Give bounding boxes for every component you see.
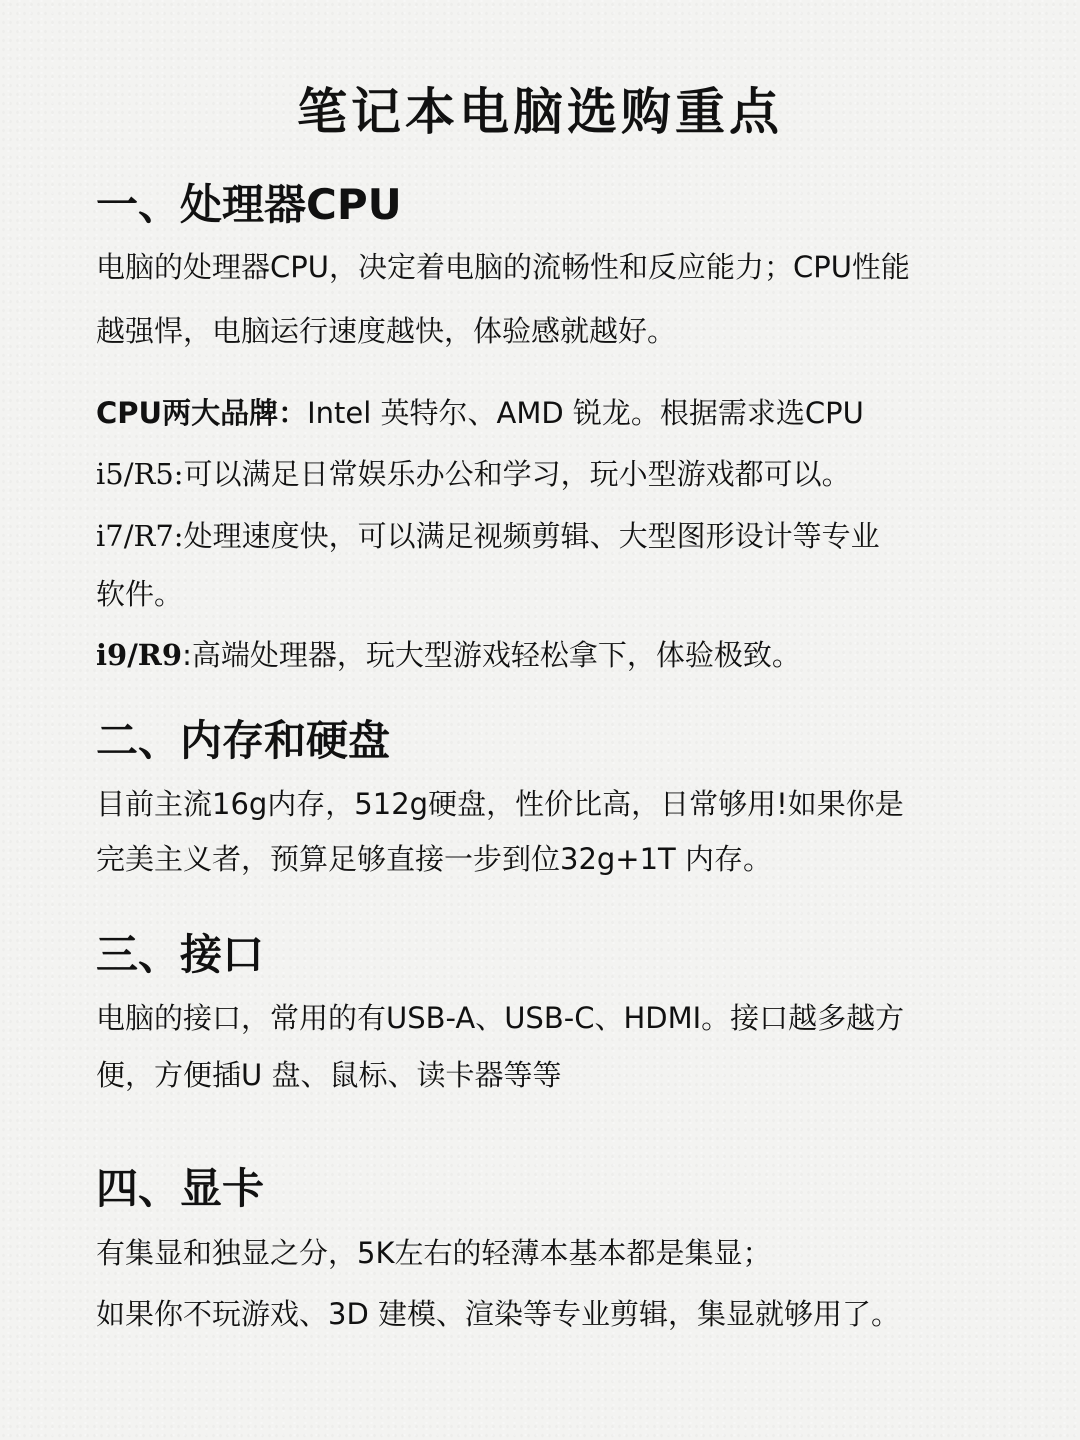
tier-code: i7/R7:	[96, 519, 184, 553]
tier-code: i5/R5:	[96, 457, 184, 491]
graphics-paragraph-line-1: 有集显和独显之分，5K左右的轻薄本基本都是集显；	[96, 1236, 772, 1270]
cpu-brands-label: CPU两大品牌：	[96, 396, 308, 430]
section-heading-ports: 三、接口	[96, 930, 265, 979]
cpu-paragraph-line-1: 电脑的处理器CPU，决定着电脑的流畅性和反应能力；CPU性能	[96, 250, 910, 284]
tier-text: 可以满足日常娱乐办公和学习，玩小型游戏都可以。	[183, 457, 851, 491]
graphics-paragraph-line-2: 如果你不玩游戏、3D 建模、渲染等专业剪辑，集显就够用了。	[96, 1297, 901, 1331]
page-title: 笔记本电脑选购重点	[297, 83, 783, 141]
cpu-brands-text: Intel 英特尔、AMD 锐龙。根据需求选CPU	[307, 396, 864, 430]
section-heading-memory-storage: 二、内存和硬盘	[96, 716, 391, 765]
memory-paragraph-line-1: 目前主流16g内存，512g硬盘，性价比高，日常够用!如果你是	[96, 787, 904, 821]
tier-text: 软件。	[96, 577, 184, 611]
section-heading-cpu: 一、处理器CPU	[96, 180, 402, 229]
cpu-brands-line	[96, 395, 864, 431]
tier-text: :高端处理器，玩大型游戏轻松拿下，体验极致。	[182, 638, 801, 672]
ports-paragraph-line-1: 电脑的接口，常用的有USB-A、USB-C、HDMI。接口越多越方	[96, 1001, 905, 1035]
tier-code: i9/R9	[96, 638, 183, 672]
cpu-tier-i9	[96, 637, 801, 673]
ports-paragraph-line-2: 便，方便插U 盘、鼠标、读卡器等等	[96, 1058, 562, 1092]
cpu-tier-i7	[96, 518, 880, 554]
cpu-paragraph-line-2: 越强悍，电脑运行速度越快，体验感就越好。	[96, 314, 677, 348]
section-heading-graphics: 四、显卡	[96, 1164, 265, 1213]
memory-paragraph-line-2: 完美主义者，预算足够直接一步到位32g+1T 内存。	[96, 842, 772, 876]
cpu-tier-i7-continued	[96, 576, 183, 612]
cpu-tier-i5	[96, 456, 851, 492]
tier-text: 处理速度快，可以满足视频剪辑、大型图形设计等专业	[183, 519, 880, 553]
